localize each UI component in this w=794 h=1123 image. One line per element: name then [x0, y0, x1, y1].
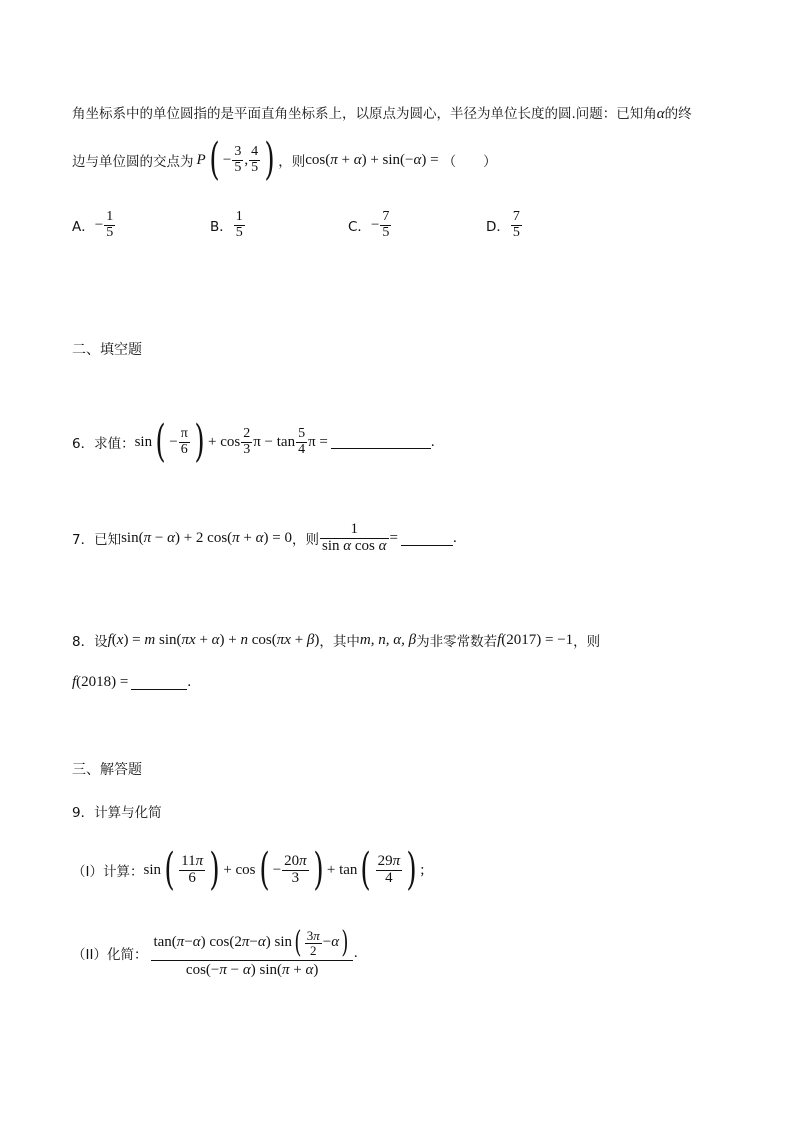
- q8-period: .: [187, 674, 192, 690]
- q9-simplify-fraction: tan( π − α ) cos(2 π − α ) sin ( $\frac{3\pi}{2}$ − α ) cos(−π − α) sin(π + α): [151, 928, 352, 979]
- option-c-sign: −: [370, 216, 380, 233]
- q5-line1-text: 角坐标系中的单位圆指的是平面直角坐标系上，以原点为圆心，半径为单位长度的圆.问题：已知角: [72, 106, 657, 122]
- q7-frac: $\frac{1}{\text{sin α cos α}}$: [321, 521, 387, 554]
- q6-cos: + cos: [208, 433, 241, 450]
- option-b-label: B．: [210, 219, 233, 236]
- point-P: P: [196, 151, 206, 168]
- q9-part2: [72, 925, 358, 979]
- option-d-value: $\frac{7}{5}$: [512, 209, 520, 240]
- frac-3-5: $\frac{3}{5}$: [234, 143, 242, 175]
- q9-part1-label: （I）计算：: [72, 864, 144, 880]
- q9-part1: [72, 844, 425, 895]
- option-a[interactable]: [72, 210, 116, 240]
- q7-label: 7．已知: [72, 532, 122, 549]
- q6-frac-2-3: $\frac{2}{3}$: [243, 425, 251, 457]
- option-c-label: C．: [348, 219, 371, 236]
- q6: [72, 416, 435, 467]
- q9-paren: (: [360, 844, 372, 895]
- q9-sin: sin: [143, 861, 161, 878]
- q5-line1-end: 的终: [664, 106, 692, 122]
- option-a-value: $\frac{1}{5}$: [106, 209, 114, 240]
- q9-minus: −: [272, 861, 282, 878]
- q6-sin: sin: [134, 433, 153, 450]
- q6-paren-right: ): [194, 416, 205, 467]
- q6-equals: π =: [308, 433, 328, 450]
- option-d[interactable]: [486, 210, 523, 240]
- q5-expression: cos(π + α) + sin(−α) =: [305, 151, 439, 168]
- option-c-value: $\frac{7}{5}$: [382, 209, 390, 240]
- q8-label: 8．设: [72, 634, 108, 650]
- section-3-title: 三、解答题: [72, 762, 142, 778]
- comma: ,: [244, 151, 249, 168]
- q7-equals: =: [389, 529, 398, 546]
- q8-constants: m, n, α, β: [359, 631, 417, 648]
- option-c[interactable]: [348, 210, 392, 240]
- alpha-symbol: α: [656, 106, 665, 122]
- q6-paren-left: (: [155, 416, 166, 467]
- q6-frac-pi-6: $\frac{\pi}{6}$: [180, 425, 188, 457]
- q8-mid2: 为非零常数若: [416, 634, 498, 650]
- q8-answer-blank[interactable]: [131, 675, 187, 690]
- q9-frac-29pi-4: $\frac{29\pi}{4}$: [377, 852, 401, 886]
- option-d-label: D．: [486, 219, 510, 236]
- q9-period: .: [353, 944, 358, 961]
- q6-period: .: [430, 433, 435, 450]
- q9-frac-11pi-6: $\frac{11\pi}{6}$: [181, 852, 204, 886]
- q6-answer-blank[interactable]: [331, 435, 431, 450]
- q9-paren: ): [313, 844, 324, 895]
- q8-target: f(2018) =: [72, 674, 129, 690]
- minus-sign: −: [222, 151, 232, 168]
- q9-cos: + cos: [223, 861, 256, 878]
- q5-line2: [72, 134, 497, 185]
- q9-tan: + tan: [326, 861, 358, 878]
- q9-paren: (: [164, 844, 175, 895]
- q7-period: .: [452, 529, 457, 546]
- q5-line2-pre: 边与单位圆的交点为: [72, 154, 194, 170]
- q9-part2-label: （II）化简：: [72, 947, 148, 964]
- option-a-label: A．: [72, 219, 95, 236]
- q8-line2: [72, 674, 191, 691]
- q6-tan: π − tan: [253, 433, 296, 450]
- q8-mid: ，其中: [319, 634, 360, 650]
- q6-label: 6．求值：: [72, 436, 135, 452]
- q9-paren: ): [406, 844, 417, 895]
- q8-end: ，则: [573, 634, 601, 650]
- q5-answer-blank: （ ）: [442, 154, 497, 170]
- paren-right: ): [264, 134, 275, 185]
- q5-line1: [72, 102, 692, 123]
- q7-mid: ，则: [291, 532, 319, 549]
- q9-semicolon: ;: [420, 861, 425, 878]
- q9-title: 9．计算与化简: [72, 805, 162, 821]
- q9-paren: (: [258, 844, 270, 895]
- option-a-sign: −: [94, 216, 104, 233]
- option-b[interactable]: [210, 210, 246, 240]
- q7-expression: sin(π − α) + 2 cos(π + α) = 0: [121, 529, 292, 546]
- frac-4-5: $\frac{4}{5}$: [251, 143, 259, 175]
- q8-condition: f(2017) = −1: [497, 631, 574, 648]
- q8-function: f(x) = m sin(πx + α) + n cos(πx + β): [107, 631, 320, 648]
- q7: [72, 522, 457, 555]
- section-2-title: 二、填空题: [72, 342, 142, 358]
- q5-line2-mid: ，则: [278, 154, 306, 170]
- q7-answer-blank[interactable]: [401, 531, 453, 546]
- q9-paren: ): [209, 844, 220, 895]
- q9-frac-20pi-3: $\frac{20\pi}{3}$: [284, 852, 307, 886]
- option-b-value: $\frac{1}{5}$: [235, 209, 243, 240]
- q6-minus: −: [169, 433, 178, 450]
- q8-line1: [72, 630, 600, 650]
- paren-left: (: [209, 134, 220, 185]
- q6-frac-5-4: $\frac{5}{4}$: [298, 425, 306, 457]
